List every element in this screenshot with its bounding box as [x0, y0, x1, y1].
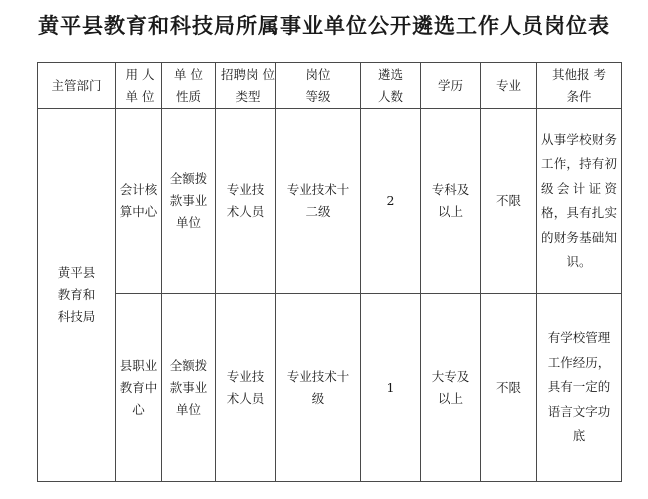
major-cell: 不限	[481, 294, 537, 482]
major-cell: 不限	[481, 109, 537, 294]
unit-cell: 县职业教育中心	[116, 294, 162, 482]
unit-cell: 会计核算中心	[116, 109, 162, 294]
header-dept: 主管部门	[38, 63, 116, 109]
header-edu: 学历	[421, 63, 481, 109]
level-cell: 专业技术十级	[276, 294, 361, 482]
edu-cell: 大专及以上	[421, 294, 481, 482]
table-row	[38, 294, 622, 482]
header-nature: 单 位 性质	[162, 63, 216, 109]
table-row	[38, 109, 622, 294]
department-cell: 黄平县教育和科技局	[38, 109, 116, 482]
count-cell: 2	[361, 109, 421, 294]
edu-cell: 专科及以上	[421, 109, 481, 294]
nature-cell: 全额拨款事业单位	[162, 294, 216, 482]
header-other: 其他报 考条件	[537, 63, 622, 109]
type-cell: 专业技术人员	[216, 294, 276, 482]
position-table	[37, 62, 622, 482]
page-title: 黄平县教育和科技局所属事业单位公开遴选工作人员岗位表	[38, 13, 610, 38]
header-unit: 用 人 单 位	[116, 63, 162, 109]
other-cell: 有学校管理工作经历，具有一定的语言文字功底	[537, 294, 622, 482]
count-cell: 1	[361, 294, 421, 482]
type-cell: 专业技术人员	[216, 109, 276, 294]
header-count: 遴选 人数	[361, 63, 421, 109]
header-type: 招聘岗 位类型	[216, 63, 276, 109]
nature-cell: 全额拨款事业单位	[162, 109, 216, 294]
other-cell: 从事学校财务工作，持有初级会计证资格，具有扎实的财务基础知识。	[537, 109, 622, 294]
header-major: 专业	[481, 63, 537, 109]
header-level: 岗位 等级	[276, 63, 361, 109]
level-cell: 专业技术十二级	[276, 109, 361, 294]
header-row	[38, 63, 622, 109]
